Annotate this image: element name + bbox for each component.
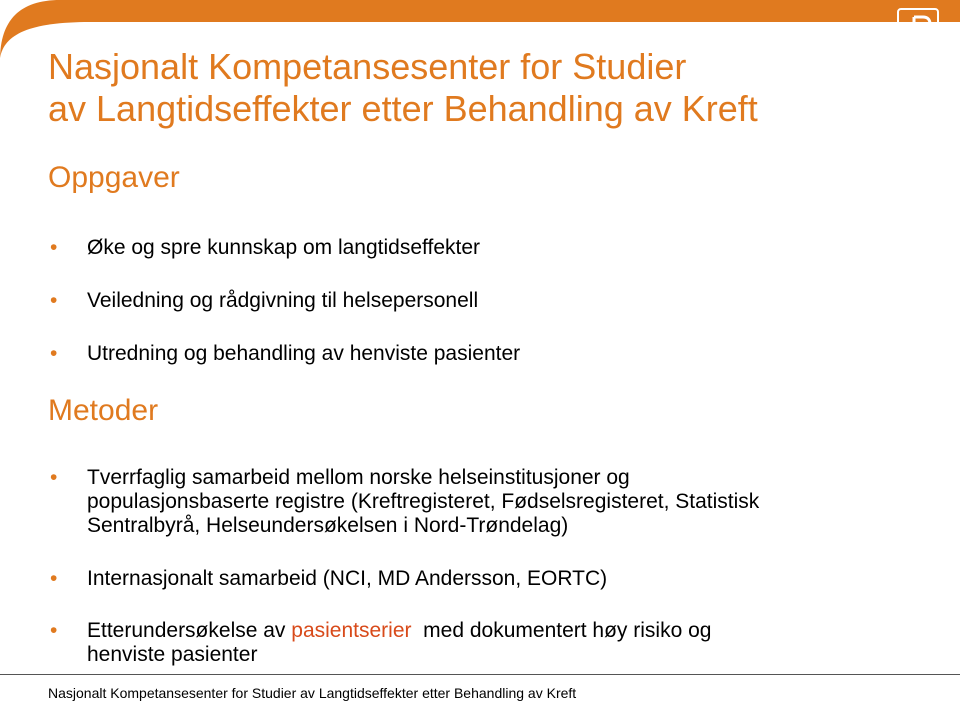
slide-title bbox=[48, 46, 928, 130]
metoder-item-2-text: Internasjonalt samarbeid (NCI, MD Andersson, EORTC) bbox=[87, 567, 608, 590]
slide-title-line2: av Langtidseffekter etter Behandling av Kreft bbox=[48, 88, 758, 129]
metoder-item-3-before: Etterundersøkelse av bbox=[87, 619, 292, 642]
bullet-marker: • bbox=[50, 342, 58, 365]
section-heading-metoder: Metoder bbox=[48, 394, 159, 427]
bullet-marker: • bbox=[50, 236, 58, 259]
section-heading-oppgaver: Oppgaver bbox=[48, 161, 180, 194]
oppgaver-item-3-text: Utredning og behandling av henviste pasienter bbox=[87, 342, 521, 365]
metoder-item-3-highlight: pasientserier bbox=[291, 619, 412, 642]
bullet-marker: • bbox=[50, 466, 58, 489]
oppgaver-item-1-text: Øke og spre kunnskap om langtidseffekter bbox=[87, 236, 481, 259]
metoder-item-1-line2: populasjonsbaserte registre (Kreftregisteret, Fødselsregisteret, Statistisk bbox=[87, 490, 760, 513]
metoder-item-3-after: med dokumentert høy risiko og bbox=[411, 619, 712, 642]
metoder-item-3-line2: henviste pasienter bbox=[87, 643, 258, 666]
footer-text: Nasjonalt Kompetansesenter for Studier av Langtidseffekter etter Behandling av Kreft bbox=[48, 685, 577, 701]
metoder-item-1-line3: Sentralbyrå, Helseundersøkelsen i Nord-Trøndelag) bbox=[87, 514, 569, 537]
slide-title-line1: Nasjonalt Kompetansesenter for Studier bbox=[48, 46, 687, 87]
metoder-item-3-line1 bbox=[87, 619, 957, 643]
bullet-marker: • bbox=[50, 567, 58, 590]
metoder-item-1-line1: Tverrfaglig samarbeid mellom norske helseinstitusjoner og bbox=[87, 466, 630, 489]
oppgaver-item-2-text: Veiledning og rådgivning til helsepersonell bbox=[87, 289, 479, 312]
rikshospitalet-logo-icon bbox=[897, 8, 939, 50]
bullet-marker: • bbox=[50, 619, 58, 642]
metoder-item-3-text bbox=[87, 619, 957, 667]
metoder-item-1-text bbox=[87, 466, 957, 538]
bullet-marker: • bbox=[50, 289, 58, 312]
footer-divider bbox=[0, 674, 960, 675]
